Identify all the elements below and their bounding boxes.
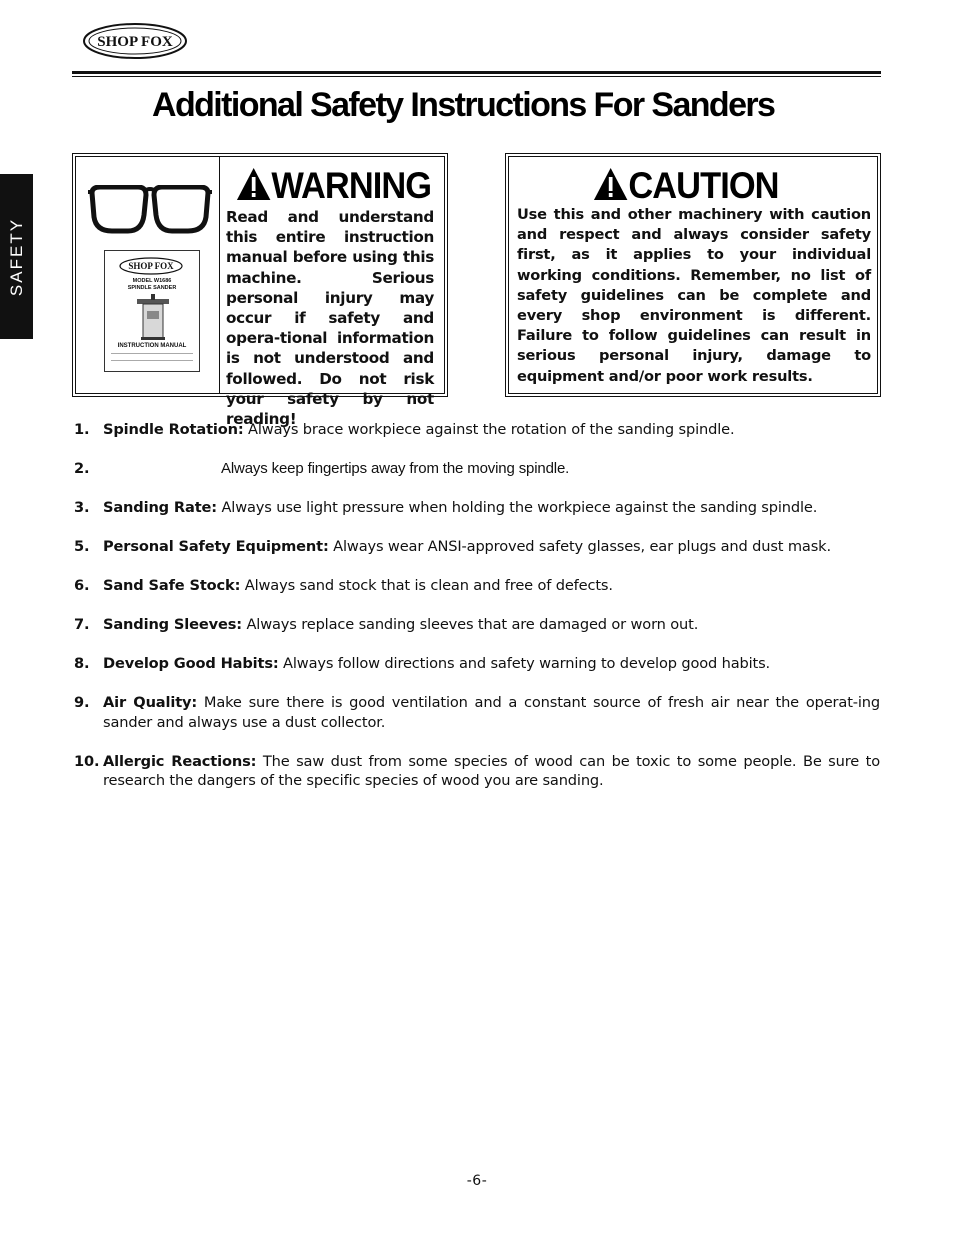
warning-divider xyxy=(219,157,220,393)
warning-text: Read and understand this entire instruction manual before using this machine. Serious personal injury may occur if safety and opera-tional information is not understood and followed. Do not risk your safety by not reading! xyxy=(226,208,434,429)
caution-text: Use this and other machinery with caution and respect and always consider safety first, as it applies to your individual working conditions. Remember, no list of safety guidelines can be complete and every shop environment is different. Failure to follow guidelines can result in serious personal injury, damage to equipment and/or poor work results. xyxy=(517,206,871,385)
item-heading: Sanding Rate: xyxy=(103,499,217,516)
item-text: Always use light pressure when holding the workpiece against the sanding spindle. xyxy=(221,499,818,516)
list-item xyxy=(74,420,880,440)
list-item xyxy=(74,752,880,791)
item-number: 1. xyxy=(74,421,90,438)
item-heading: Develop Good Habits: xyxy=(103,655,279,672)
item-number: 10. xyxy=(74,752,100,770)
item-text: Always wear ANSI-approved safety glasses, ear plugs and dust mask. xyxy=(333,538,831,555)
item-heading: Spindle Rotation: xyxy=(103,421,244,438)
list-item xyxy=(74,459,880,479)
item-heading: Personal Safety Equipment: xyxy=(103,538,329,555)
item-number: 2. xyxy=(74,460,90,477)
item-number: 9. xyxy=(74,694,90,711)
safety-instruction-list xyxy=(74,420,880,810)
list-item xyxy=(74,498,880,518)
manual-logo xyxy=(119,257,183,275)
list-item xyxy=(74,537,880,557)
item-text: The saw dust from some species of wood can be toxic to some people. Be sure to research the dangers of the specific species of wood you are sanding. xyxy=(103,752,880,789)
svg-text:SHOP FOX: SHOP FOX xyxy=(128,261,174,271)
warning-signal xyxy=(236,166,431,206)
section-tab xyxy=(0,174,33,339)
item-heading: Air Quality: xyxy=(103,694,198,711)
item-heading: Sanding Sleeves: xyxy=(103,616,242,633)
item-heading: Sand Safe Stock: xyxy=(103,577,241,594)
warning-triangle-icon xyxy=(236,166,271,202)
item-text: Always brace workpiece against the rotation of the sanding spindle. xyxy=(248,421,735,438)
item-number: 8. xyxy=(74,655,90,672)
item-number: 6. xyxy=(74,577,90,594)
item-text: Always keep fingertips away from the moving spindle. xyxy=(221,460,570,477)
safety-glasses-icon xyxy=(88,185,212,235)
item-number: 3. xyxy=(74,499,90,516)
list-item xyxy=(74,615,880,635)
item-text: Always sand stock that is clean and free of defects. xyxy=(244,577,613,594)
manual-title: INSTRUCTION MANUAL xyxy=(117,343,187,349)
item-heading: Allergic Reactions: xyxy=(103,752,257,770)
spindle-sander-icon xyxy=(135,293,171,341)
page-title: Additional Safety Instructions For Sanders xyxy=(152,86,775,124)
caution-box xyxy=(505,153,881,397)
logo-text: SHOP FOX xyxy=(97,34,173,50)
item-text: Make sure there is good ventilation and a constant source of fresh air near the operat-ing sander and always use a dust collector. xyxy=(103,694,881,731)
page-number: -6- xyxy=(466,1173,488,1189)
manual-model: MODEL W1686 SPINDLE SANDER xyxy=(127,278,177,291)
list-item xyxy=(74,576,880,596)
item-number: 5. xyxy=(74,538,90,555)
list-item xyxy=(74,693,880,732)
header-rule xyxy=(72,71,881,77)
warning-box xyxy=(72,153,448,429)
warning-signal-word: WARNING xyxy=(271,165,432,206)
shop-fox-logo xyxy=(82,22,188,60)
caution-signal xyxy=(593,166,779,206)
item-text: Always replace sanding sleeves that are damaged or worn out. xyxy=(246,616,699,633)
caution-signal-word: CAUTION xyxy=(628,165,779,206)
section-tab-label: SAFETY xyxy=(6,217,26,296)
item-number: 7. xyxy=(74,616,90,633)
instruction-manual-image xyxy=(104,250,200,372)
item-text: Always follow directions and safety warning to develop good habits. xyxy=(283,655,771,672)
caution-triangle-icon xyxy=(593,166,628,202)
list-item xyxy=(74,654,880,674)
manual-fine-print xyxy=(111,353,193,361)
